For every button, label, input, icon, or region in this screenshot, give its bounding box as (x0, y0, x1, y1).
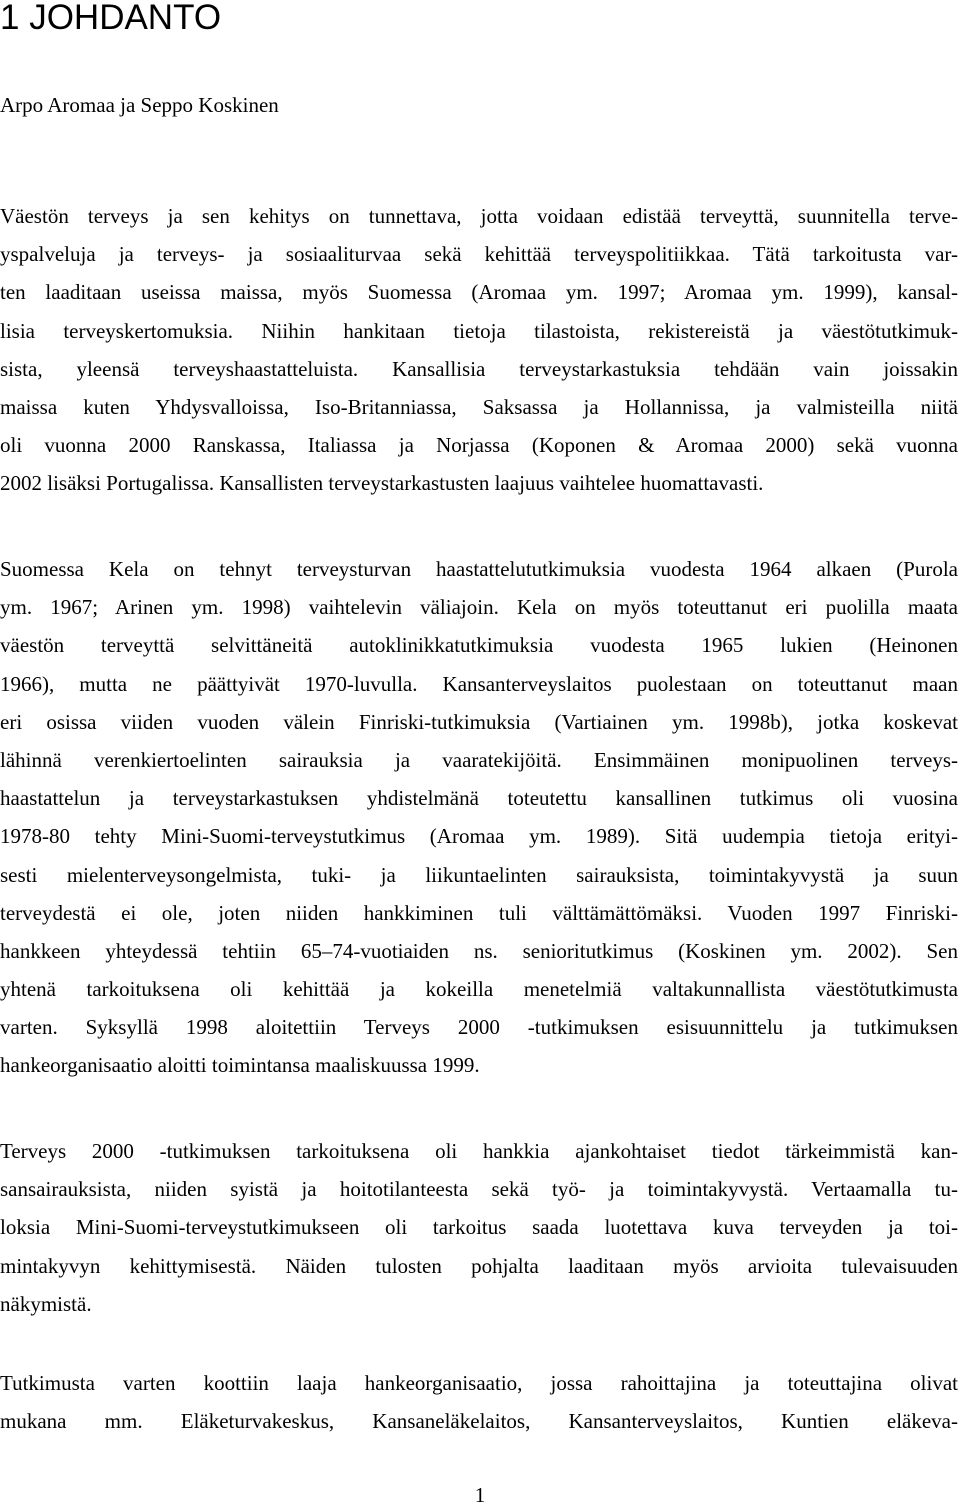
paragraph-line: mintakyvyn kehittymisestä. Näiden tulosten pohjalta laaditaan myös arvioita tulevaisuuden (0, 1253, 958, 1278)
paragraph-line: sansairauksista, niiden syistä ja hoitotilanteesta sekä työ- ja toimintakyvystä. Vertaamalla tu- (0, 1177, 958, 1202)
paragraph-2 (0, 550, 958, 1085)
paragraph-line: ym. 1967; Arinen ym. 1998) vaihtelevin väliajoin. Kela on myös toteuttanut eri puolilla maata (0, 595, 958, 620)
paragraph-line: yhtenä tarkoituksena oli kehittää ja kokeilla menetelmiä valtakunnallista väestötutkimusta (0, 977, 958, 1002)
paragraph-line: hankkeen yhteydessä tehtiin 65–74-vuotiaiden ns. senioritutkimus (Koskinen ym. 2002). Sen (0, 938, 958, 963)
paragraph-line: sesti mielenterveysongelmista, tuki- ja liikuntaelinten sairauksista, toimintakyvystä ja suun (0, 862, 958, 887)
paragraph-line: hankeorganisaatio aloitti toimintansa maaliskuussa 1999. (0, 1053, 480, 1078)
paragraph-line: Terveys 2000 -tutkimuksen tarkoituksena oli hankkia ajankohtaiset tiedot tärkeimmistä kan- (0, 1139, 958, 1163)
paragraph-line: väestön terveyttä selvittäneitä autoklinikkatutkimuksia vuodesta 1965 lukien (Heinonen (0, 633, 958, 658)
paragraph-line: mukana mm. Eläketurvakeskus, Kansaneläkelaitos, Kansanterveyslaitos, Kuntien eläkeva- (0, 1409, 958, 1434)
paragraph-1 (0, 197, 958, 503)
paragraph-line: yspalveluja ja terveys- ja sosiaaliturvaa sekä kehittää terveyspolitiikkaa. Tätä tarkoitusta var- (0, 242, 958, 267)
paragraph-line: oli vuonna 2000 Ranskassa, Italiassa ja Norjassa (Koponen & Aromaa 2000) sekä vuonna (0, 433, 958, 458)
paragraph-line: terveydestä ei ole, joten niiden hankkiminen tuli välttämättömäksi. Vuoden 1997 Finriski- (0, 900, 958, 925)
paragraph-line: haastattelun ja terveystarkastuksen yhdistelmänä toteutettu kansallinen tutkimus oli vuosina (0, 786, 958, 811)
paragraph-line: 1978-80 tehty Mini-Suomi-terveystutkimus (Aromaa ym. 1989). Sitä uudempia tietoja erityi- (0, 824, 958, 849)
paragraph-line: loksia Mini-Suomi-terveystutkimukseen oli tarkoitus saada luotettava kuva terveyden ja toi- (0, 1215, 958, 1240)
paragraph-line: 2002 lisäksi Portugalissa. Kansallisten terveystarkastusten laajuus vaihtelee huomattavasti. (0, 471, 764, 496)
paragraph-line: varten. Syksyllä 1998 aloitettiin Terveys 2000 -tutkimuksen esisuunnittelu ja tutkimuksen (0, 1015, 958, 1040)
page-number: 1 (474, 1483, 486, 1507)
paragraph-3 (0, 1132, 958, 1323)
paragraph-line: sista, yleensä terveyshaastatteluista. Kansallisia terveystarkastuksia tehdään vain joissakin (0, 356, 958, 381)
paragraph-4 (0, 1364, 958, 1440)
paragraph-line: eri osissa viiden vuoden välein Finriski-tutkimuksia (Vartiainen ym. 1998b), jotka koskevat (0, 709, 958, 734)
chapter-title: 1 JOHDANTO (0, 0, 222, 37)
paragraph-line: 1966), mutta ne päättyivät 1970-luvulla. Kansanterveyslaitos puolestaan on toteuttanut maan (0, 671, 958, 696)
paragraph-line: Tutkimusta varten koottiin laaja hankeorganisaatio, jossa rahoittajina ja toteuttajina olivat (0, 1371, 958, 1395)
paragraph-line: Väestön terveys ja sen kehitys on tunnettava, jotta voidaan edistää terveyttä, suunnitella terve- (0, 204, 958, 228)
paragraph-line: Suomessa Kela on tehnyt terveysturvan haastattelututkimuksia vuodesta 1964 alkaen (Purola (0, 557, 958, 581)
paragraph-line: näkymistä. (0, 1291, 92, 1316)
paragraph-line: ten laaditaan useissa maissa, myös Suomessa (Aromaa ym. 1997; Aromaa ym. 1999), kansal- (0, 280, 958, 305)
paragraph-line: lähinnä verenkiertoelinten sairauksia ja vaaratekijöitä. Ensimmäinen monipuolinen terveys- (0, 747, 958, 772)
paragraph-line: lisia terveyskertomuksia. Niihin hankitaan tietoja tilastoista, rekistereistä ja väestötutkimuk- (0, 318, 958, 343)
paragraph-line: maissa kuten Yhdysvalloissa, Iso-Britanniassa, Saksassa ja Hollannissa, ja valmisteilla niitä (0, 394, 958, 419)
chapter-authors: Arpo Aromaa ja Seppo Koskinen (0, 93, 279, 117)
